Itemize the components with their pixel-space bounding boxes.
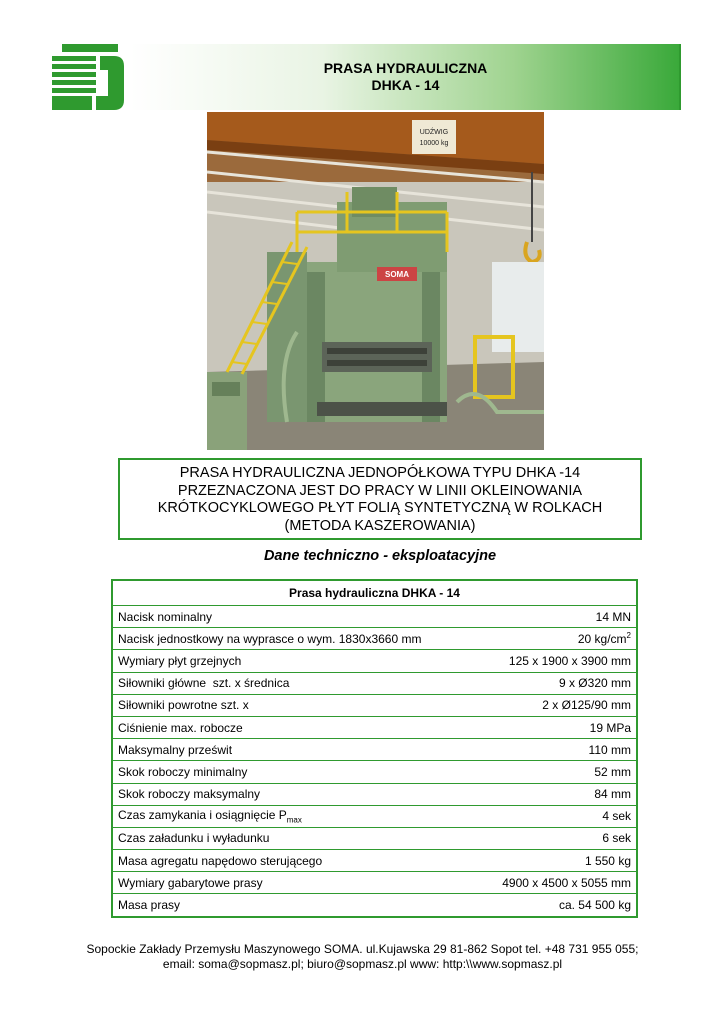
spec-value: 2 x Ø125/90 mm: [475, 694, 637, 716]
description-line: (METODA KASZEROWANIA): [284, 517, 476, 534]
table-row: [112, 872, 637, 894]
spec-label: Nacisk jednostkowy na wyprasce o wym. 1830x3660 mm: [112, 628, 475, 650]
table-header-row: [112, 580, 637, 606]
spec-value: 84 mm: [475, 783, 637, 805]
footer-address: Sopockie Zakłady Przemysłu Maszynowego SOMA. ul.Kujawska 29 81-862 Sopot tel. +48 731 955 055;: [86, 942, 639, 956]
spec-value: 6 sek: [475, 827, 637, 849]
spec-value-sup: 2: [626, 631, 631, 641]
spec-label: Maksymalny prześwit: [112, 739, 475, 761]
spec-value: 110 mm: [475, 739, 637, 761]
table-row: [112, 716, 637, 738]
table-row: [112, 650, 637, 672]
spec-value: 14 MN: [475, 606, 637, 628]
spec-value: 4 sek: [475, 805, 637, 827]
spec-label-text: Czas zamykania i osiągnięcie P: [118, 808, 287, 823]
description-line: KRÓTKOCYKLOWEGO PŁYT FOLIĄ SYNTETYCZNĄ W ROLKACH: [157, 500, 603, 516]
spec-table: [111, 579, 638, 918]
table-row: [112, 628, 637, 650]
spec-label: Masa prasy: [112, 894, 475, 917]
spec-label: Wymiary gabarytowe prasy: [112, 872, 475, 894]
hydraulic-press-photo: [207, 112, 544, 450]
spec-label: Wymiary płyt grzejnych: [112, 650, 475, 672]
table-row: [112, 805, 637, 827]
table-row: [112, 694, 637, 716]
spec-label: Skok roboczy minimalny: [112, 761, 475, 783]
spec-label: [112, 805, 475, 827]
nameplate-text: SOMA: [385, 270, 409, 279]
footer-contacts: email: soma@sopmasz.pl; biuro@sopmasz.pl www: http:\\www.sopmasz.pl: [162, 957, 563, 971]
section-title: Dane techniczno - eksploatacyjne: [263, 548, 497, 564]
table-row: [112, 606, 637, 628]
spec-label: Siłowniki powrotne szt. x: [112, 694, 475, 716]
page-title: [130, 60, 681, 94]
footer: [40, 942, 685, 972]
table-header: Prasa hydrauliczna DHKA - 14: [112, 580, 637, 606]
table-row: [112, 672, 637, 694]
spec-value: [475, 628, 637, 650]
spec-label: Masa agregatu napędowo sterującego: [112, 850, 475, 872]
table-row: [112, 761, 637, 783]
table-row: [112, 894, 637, 917]
spec-label: Siłowniki główne szt. x średnica: [112, 672, 475, 694]
table-row: [112, 850, 637, 872]
spec-value: 1 550 kg: [475, 850, 637, 872]
spec-value: 125 x 1900 x 3900 mm: [475, 650, 637, 672]
soma-logo-icon: [52, 44, 124, 110]
title-line-2: DHKA - 14: [371, 77, 440, 93]
spec-value-text: 20 kg/cm: [577, 632, 627, 647]
crane-label-line-1: UDŹWIG: [419, 129, 449, 136]
spec-label: Czas załadunku i wyładunku: [112, 827, 475, 849]
spec-value: 4900 x 4500 x 5055 mm: [475, 872, 637, 894]
spec-label-sub: max: [286, 815, 302, 825]
table-row: [112, 783, 637, 805]
spec-value: ca. 54 500 kg: [475, 894, 637, 917]
description-line: PRZEZNACZONA JEST DO PRACY W LINII OKLEINOWANIA: [177, 482, 583, 499]
spec-value: 19 MPa: [475, 716, 637, 738]
spec-value: 9 x Ø320 mm: [475, 672, 637, 694]
spec-label: Nacisk nominalny: [112, 606, 475, 628]
table-row: [112, 827, 637, 849]
crane-label-line-2: 10000 kg: [419, 140, 449, 147]
description-box: [118, 458, 642, 540]
spec-value: 52 mm: [475, 761, 637, 783]
spec-label: Skok roboczy maksymalny: [112, 783, 475, 805]
description-line: PRASA HYDRAULICZNA JEDNOPÓŁKOWA TYPU DHKA -14: [179, 465, 581, 481]
table-row: [112, 739, 637, 761]
spec-label: Ciśnienie max. robocze: [112, 716, 475, 738]
title-line-1: PRASA HYDRAULICZNA: [323, 60, 488, 76]
